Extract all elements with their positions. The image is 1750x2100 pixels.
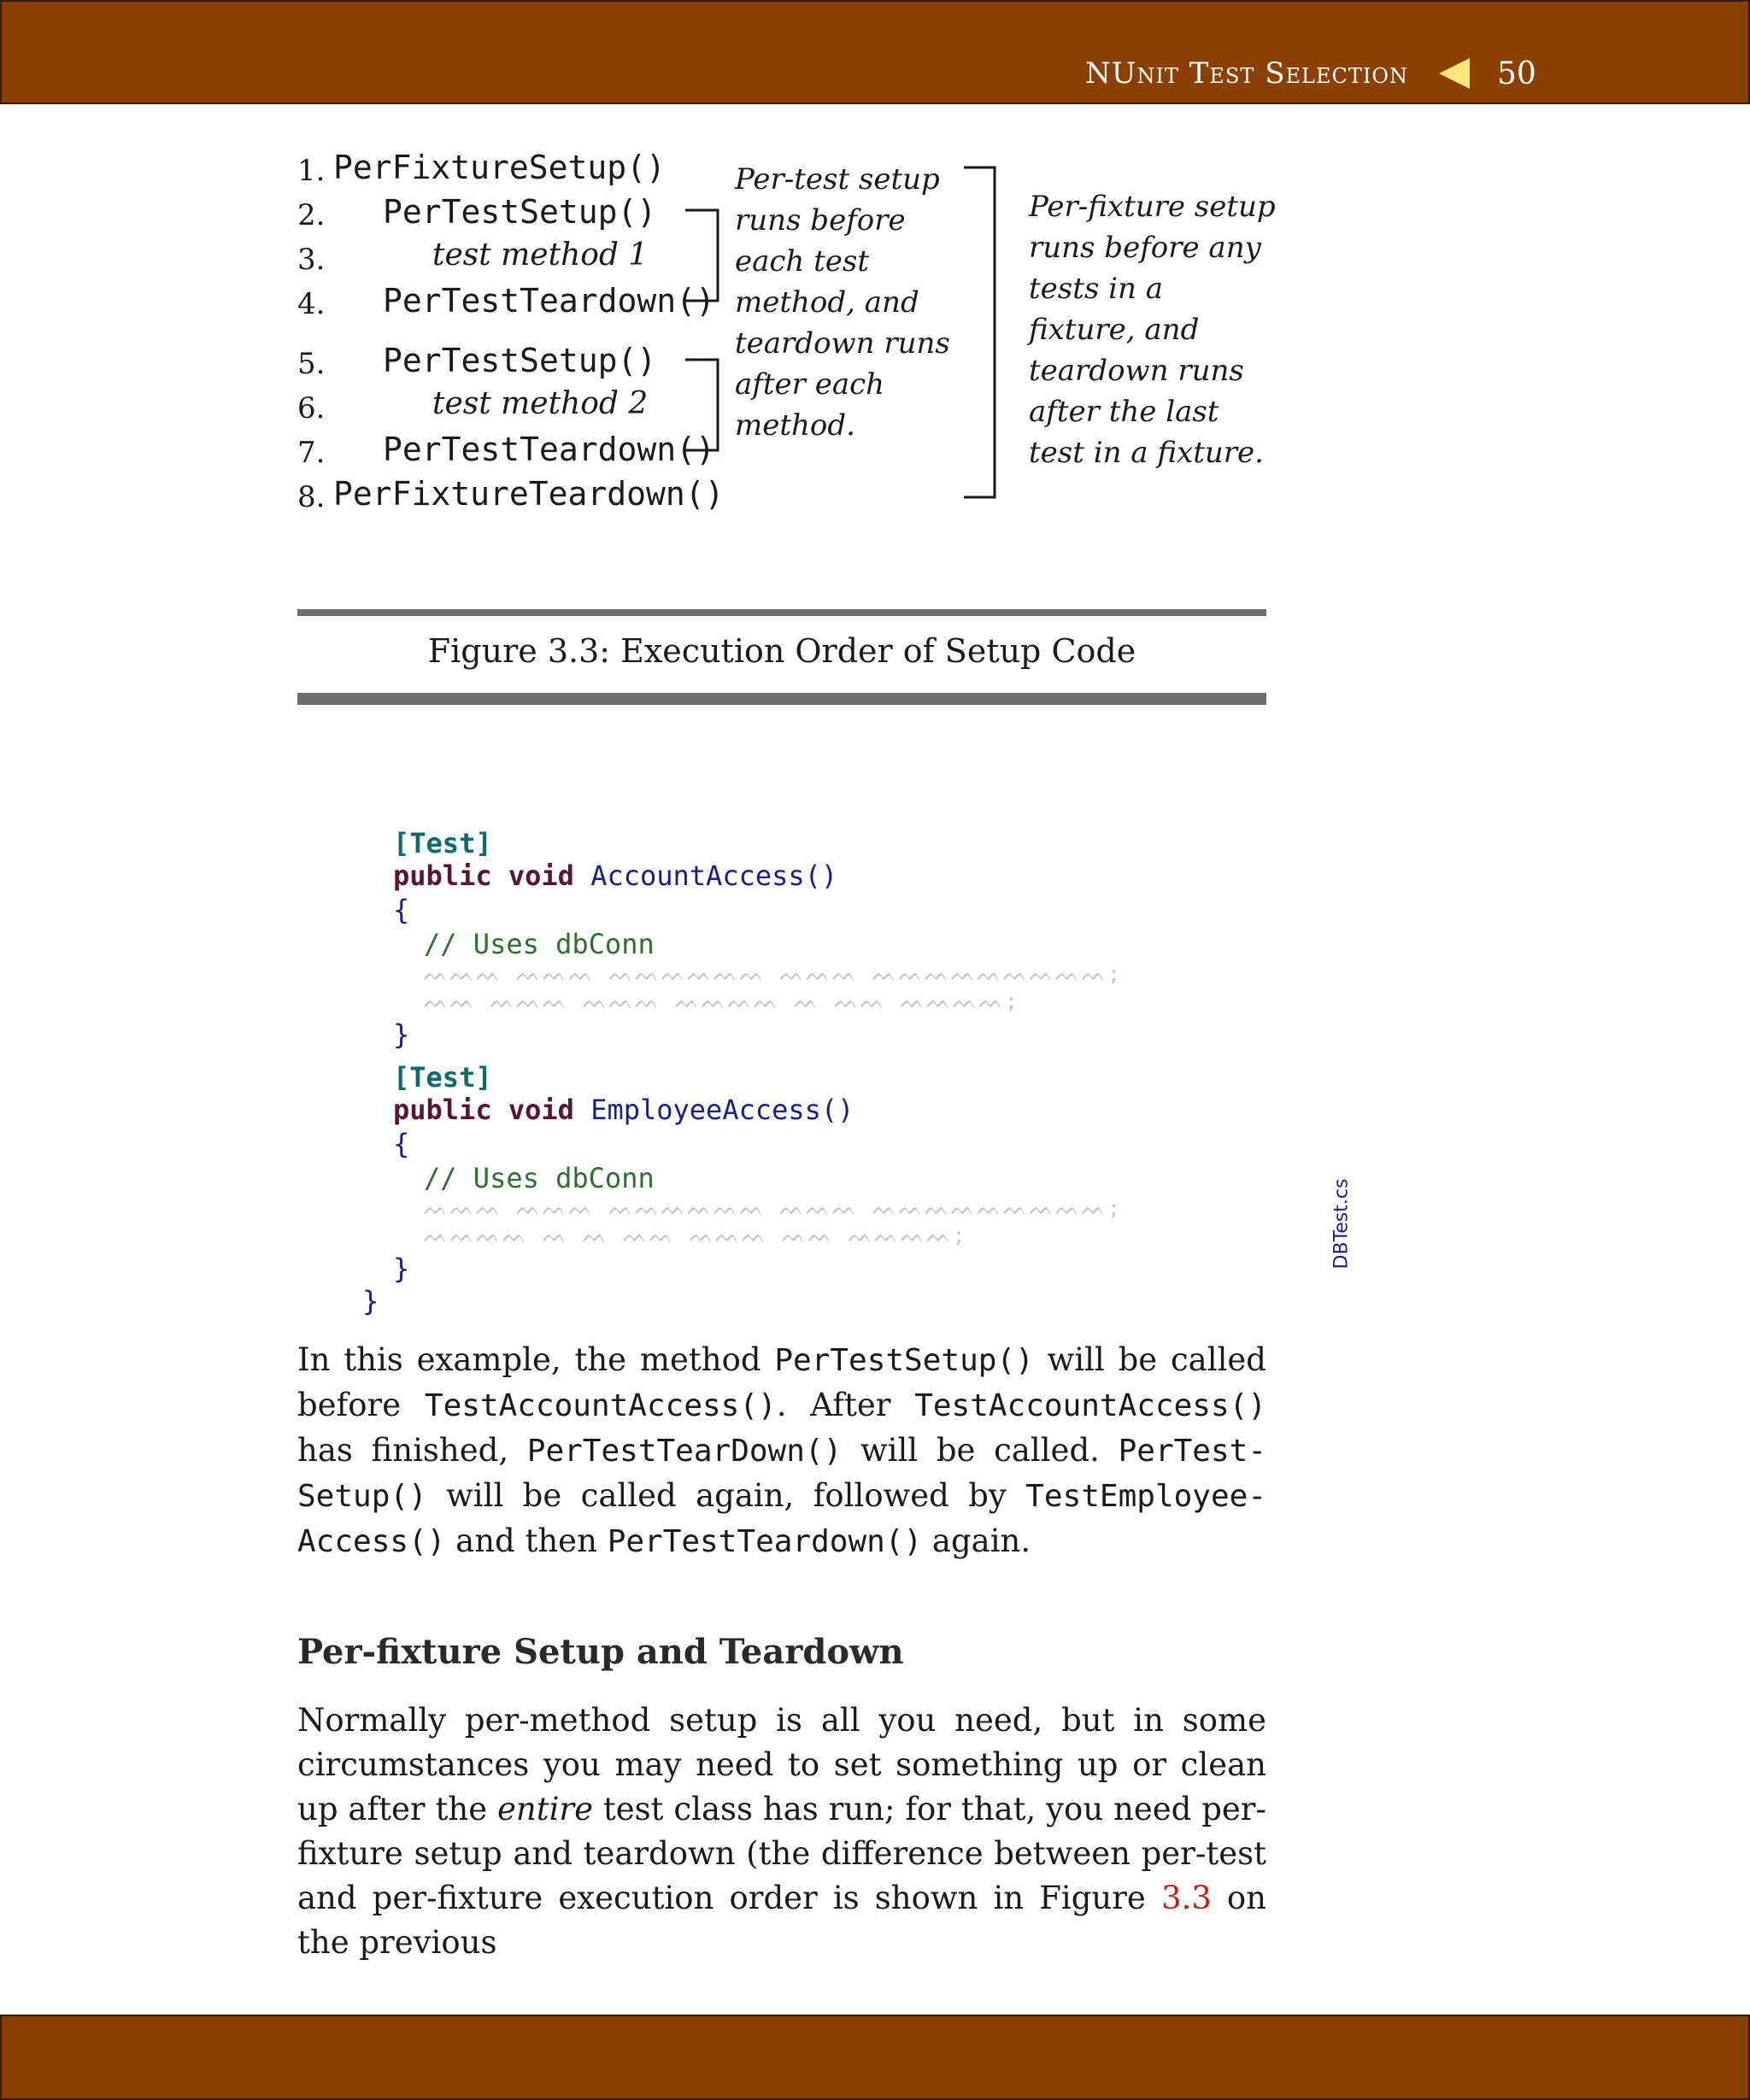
inline-code: PerTest-Setup() [297, 1434, 1266, 1514]
figure-caption: Figure 3.3: Execution Order of Setup Code [427, 632, 1136, 670]
body-paragraph [297, 1698, 1266, 1965]
code-comment: // Uses dbConn [424, 928, 655, 960]
note-line: test in a fixture. [1029, 436, 1264, 470]
inline-code: PerTestTeardown() [607, 1524, 923, 1559]
text-run: test class has run; for that, you need per-fixture setup and teardown (the difference between per-test and per-fixture execution order is shown in Figure [297, 1791, 1266, 1916]
text-run: will be called. [842, 1432, 1119, 1469]
note-line: teardown runs [1029, 354, 1244, 388]
line-number: 5. [297, 347, 326, 381]
note-line: tests in a [1029, 272, 1164, 306]
per-test-note [735, 159, 950, 446]
text-run: and then [445, 1522, 608, 1559]
keyword: public void [393, 1094, 574, 1126]
per-fixture-note [1029, 186, 1276, 473]
test-teardown-line: PerTestTeardown() [383, 431, 715, 468]
note-line: after the last [1029, 395, 1219, 429]
class-close-brace: } [362, 1285, 379, 1317]
method-name: EmployeeAccess() [590, 1094, 854, 1126]
note-line: Per-fixture setup [1029, 190, 1276, 224]
footer-band [0, 2015, 1750, 2100]
text-run: Normally per-method setup is all you need, but in some circumstances you may need to set something up or clean up after the [297, 1702, 1266, 1827]
method-signature [393, 859, 837, 892]
note-line: runs before [735, 203, 906, 238]
body-paragraph [297, 1338, 1266, 1564]
test-setup-line: PerTestSetup() [383, 193, 657, 231]
text-run: will be called before [297, 1341, 1266, 1423]
line-number: 1. [297, 154, 326, 188]
test-attribute: [Test] [393, 1061, 492, 1094]
line-number: 8. [297, 480, 326, 514]
text-run: will be called again, followed by [426, 1477, 1026, 1514]
method-signature [393, 1094, 854, 1126]
obscured-code-line: ᨓᨓᨓ ᨓᨓᨓ ᨓᨓᨓᨓᨓᨓ ᨓᨓᨓ ᨓᨓᨓᨓᨓᨓᨓᨓᨓ; [424, 962, 1122, 986]
line-number: 7. [297, 436, 326, 470]
note-line: after each [735, 367, 885, 402]
code-comment: // Uses dbConn [424, 1162, 655, 1194]
per-fixture-bracket [964, 167, 995, 497]
test-method-line: test method 2 [432, 386, 649, 421]
test-method-line: test method 1 [432, 238, 649, 273]
open-brace: { [393, 894, 410, 926]
obscured-code-line: ᨓᨓᨓ ᨓᨓᨓ ᨓᨓᨓᨓᨓᨓ ᨓᨓᨓ ᨓᨓᨓᨓᨓᨓᨓᨓᨓ; [424, 1196, 1122, 1220]
per-test-bracket-1 [685, 210, 718, 301]
keyword: public void [393, 859, 574, 892]
method-name: AccountAccess() [590, 859, 838, 892]
section-heading: Per-fixture Setup and Teardown [297, 1632, 904, 1672]
inline-code: TestAccountAccess() [424, 1388, 777, 1423]
source-file-tag[interactable]: DBTest.cs [1330, 1178, 1353, 1270]
text-run: . After [776, 1387, 915, 1423]
obscured-code-line: ᨓᨓᨓᨓ ᨓ ᨓ ᨓᨓ ᨓᨓᨓ ᨓᨓ ᨓᨓᨓᨓ; [424, 1223, 967, 1247]
note-line: fixture, and [1029, 313, 1200, 347]
text-run: again. [922, 1522, 1031, 1559]
note-line: method. [735, 408, 855, 443]
line-number: 6. [297, 391, 326, 425]
close-brace: } [393, 1252, 410, 1285]
note-line: each test [735, 244, 870, 279]
note-line: method, and [735, 285, 919, 320]
inline-code: TestAccountAccess() [914, 1388, 1266, 1423]
caption-rule-top [297, 609, 1266, 616]
line-number: 4. [297, 287, 326, 321]
close-brace: } [393, 1018, 410, 1051]
page-number: 50 [1497, 56, 1536, 91]
text-run: In this example, the method [297, 1341, 775, 1378]
caption-rule-bottom [297, 693, 1266, 705]
line-number: 2. [297, 198, 326, 232]
inline-code: TestEmployee-Access() [297, 1479, 1266, 1559]
test-teardown-line: PerTestTeardown() [383, 282, 715, 320]
figure-reference-link[interactable]: 3.3 [1160, 1880, 1212, 1916]
inline-code: PerTestTearDown() [526, 1434, 843, 1469]
open-brace: { [393, 1128, 410, 1160]
line-number: 3. [297, 243, 326, 277]
fixture-teardown-line: PerFixtureTeardown() [333, 475, 725, 513]
obscured-code-line: ᨓᨓ ᨓᨓᨓ ᨓᨓᨓ ᨓᨓᨓᨓ ᨓ ᨓᨓ ᨓᨓᨓᨓ; [424, 989, 1019, 1013]
running-header-title: NUnit Test Selection [1085, 56, 1408, 91]
note-line: teardown runs [735, 326, 950, 361]
test-attribute: [Test] [393, 827, 492, 859]
fixture-setup-line: PerFixtureSetup() [333, 149, 666, 186]
note-line: runs before any [1029, 231, 1261, 265]
per-test-bracket-2 [685, 360, 718, 450]
text-run: on the previous [297, 1880, 1266, 1961]
test-setup-line: PerTestSetup() [383, 342, 657, 379]
emphasis: entire [496, 1791, 593, 1827]
text-run: has finished, [297, 1432, 527, 1469]
inline-code: PerTestSetup() [774, 1343, 1034, 1378]
note-line: Per-test setup [735, 162, 940, 197]
